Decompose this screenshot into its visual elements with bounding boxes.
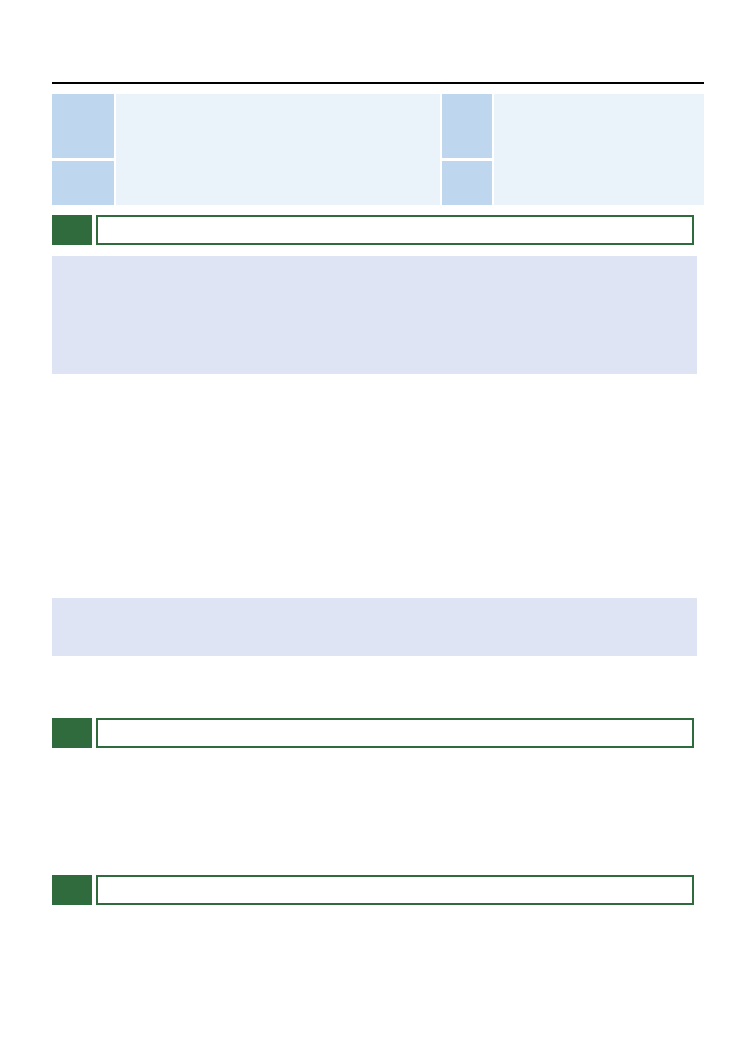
volume-panel — [494, 94, 704, 205]
section-3-header — [52, 875, 694, 905]
section-2-title — [96, 718, 694, 748]
brief-header — [52, 52, 704, 84]
section-3-title — [96, 875, 694, 905]
kospi-summary-box — [52, 256, 697, 374]
oi-label-box — [442, 161, 492, 205]
volume-label-box — [442, 94, 492, 158]
section-2-header — [52, 718, 694, 748]
market-summary — [52, 94, 704, 206]
section-1-header — [52, 215, 694, 245]
section-1-title — [96, 215, 694, 245]
kosdaq-summary-box — [52, 598, 697, 656]
index-panel — [116, 94, 440, 205]
futures-label-box — [52, 161, 114, 205]
spot-label-box — [52, 94, 114, 158]
